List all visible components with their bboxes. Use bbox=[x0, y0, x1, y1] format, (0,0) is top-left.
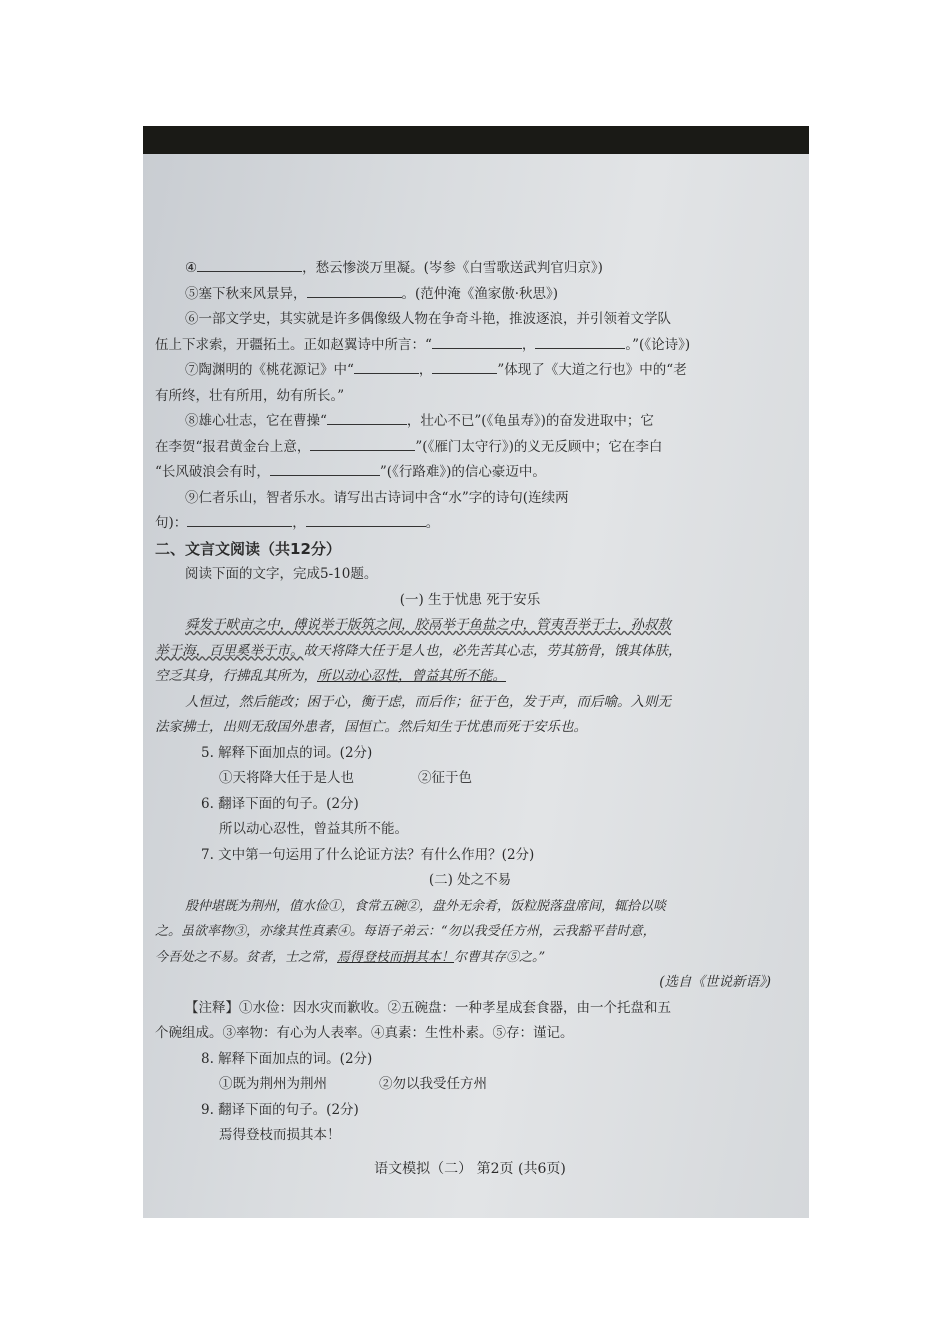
answer-blank[interactable] bbox=[306, 512, 426, 527]
section-2-instruction: 阅读下面的文字，完成5-10题。 bbox=[185, 566, 378, 582]
question-4-item-4 bbox=[155, 256, 785, 282]
page-footer: 语文模拟（二） 第2页 (共6页) bbox=[374, 1160, 566, 1177]
question-4-item-9-cont bbox=[155, 511, 785, 537]
question-9-sentence: 焉得登枝而损其本！ bbox=[219, 1127, 341, 1143]
underlined-text: 舜发于畎亩之中，傅说举于版筑之间，胶鬲举于鱼盐之中，管夷吾举于士，孙叔敖 bbox=[185, 617, 671, 633]
text: ”(《行路难》)的信心豪迈中。 bbox=[379, 464, 546, 480]
text: ”(《雁门太守行》)的义无反顾中；它在李白 bbox=[415, 438, 663, 455]
page-content bbox=[155, 256, 785, 1182]
answer-blank[interactable] bbox=[354, 359, 419, 374]
passage-1-line bbox=[155, 639, 785, 665]
text: ”体现了《大道之行也》中的“老 bbox=[497, 362, 687, 378]
text: 在李贺“报君黄金台上意， bbox=[155, 438, 311, 455]
underlined-text: 焉得登枝而捐其本！ bbox=[337, 949, 455, 965]
text: ⑧雄心壮志，它在曹操“ bbox=[185, 413, 327, 429]
passage-1-line bbox=[155, 664, 785, 690]
underlined-text: 所以动心忍性，曾益其所不能。 bbox=[317, 668, 506, 684]
question-4-item-8-cont2 bbox=[155, 460, 785, 486]
text: ②征于色 bbox=[418, 770, 472, 786]
answer-blank[interactable] bbox=[432, 359, 497, 374]
text: 。 bbox=[425, 515, 440, 531]
answer-blank[interactable] bbox=[197, 257, 302, 272]
text: ①天将降大任于是人也 bbox=[219, 770, 354, 786]
text: ⑤塞下秋来风景异， bbox=[185, 285, 307, 302]
answer-blank[interactable] bbox=[310, 436, 415, 451]
question-4-item-8 bbox=[155, 409, 785, 435]
text: 空乏其身，行拂乱其所为， bbox=[155, 668, 317, 684]
exam-page bbox=[143, 154, 809, 1218]
text: “长风破浪会有时， bbox=[155, 464, 270, 480]
answer-blank[interactable] bbox=[327, 410, 407, 425]
text: ，愁云惨淡万里凝。(岑参《白雪歌送武判官归京》) bbox=[302, 260, 603, 276]
photo-frame bbox=[143, 126, 809, 1218]
annotation-cont: 个碗组成。③率物：有心为人表率。④真素：生性朴素。⑤存：谨记。 bbox=[155, 1025, 574, 1041]
underlined-text: 举于海，百里奚举于市。 bbox=[155, 642, 304, 659]
passage-1-line: 人恒过，然后能改；困于心，衡于虑，而后作；征于色，发于声，而后喻。入则无 bbox=[185, 693, 671, 710]
passage-1-line: 法家拂士，出则无敌国外患者，国恒亡。然后知生于忧患而死于安乐也。 bbox=[155, 719, 587, 735]
text: ，壮心不已”(《龟虽寿》)的奋发进取中；它 bbox=[406, 413, 654, 429]
question-6: 6. 翻译下面的句子。(2分) bbox=[201, 795, 359, 812]
text: ， bbox=[418, 362, 433, 378]
question-4-item-8-cont bbox=[155, 435, 785, 461]
text: 故天将降大任于是人也，必先苦其心志，劳其筋骨，饿其体肤， bbox=[303, 642, 682, 659]
text: 。(范仲淹《渔家傲·秋思》) bbox=[401, 285, 559, 302]
text: ， bbox=[292, 515, 306, 531]
passage-1-line bbox=[155, 613, 785, 639]
text: 尔曹其存⑤之。” bbox=[454, 949, 546, 965]
question-5-items bbox=[155, 766, 785, 792]
text: 今吾处之不易。贫者，士之常， bbox=[155, 949, 338, 965]
answer-blank[interactable] bbox=[270, 461, 380, 476]
text: ②勿以我受任方州 bbox=[379, 1076, 487, 1092]
question-4-item-9: ⑨仁者乐山，智者乐水。请写出古诗词中含“水”字的诗句(连续两 bbox=[185, 489, 569, 506]
passage-2-line bbox=[155, 945, 785, 971]
text: 伍上下求索，开疆拓土。正如赵翼诗中所言：“ bbox=[155, 336, 432, 353]
question-4-item-5 bbox=[155, 282, 785, 308]
text: ④ bbox=[185, 260, 198, 276]
text: 句)： bbox=[155, 515, 188, 531]
passage-2-line: 殷仲堪既为荆州，值水俭①，食常五碗②，盘外无余肴，饭粒脱落盘席间，辄拾以啖 bbox=[185, 898, 667, 914]
question-4-item-6: ⑥一部文学史，其实就是许多偶像级人物在争奇斗艳，推波逐浪，并引领着文学队 bbox=[185, 311, 671, 327]
text: 。”(《论诗》) bbox=[625, 336, 691, 353]
passage-2-line: 之。虽欲率物③，亦缘其性真素④。每语子弟云：“勿以我受任方州，云我豁平昔时意， bbox=[155, 924, 656, 939]
text: ， bbox=[521, 336, 536, 353]
question-4-item-7 bbox=[155, 358, 785, 384]
question-9: 9. 翻译下面的句子。(2分) bbox=[201, 1101, 359, 1118]
passage-2-title: (二) 处之不易 bbox=[428, 872, 512, 888]
answer-blank[interactable] bbox=[535, 334, 625, 349]
answer-blank[interactable] bbox=[307, 283, 402, 298]
question-4-item-7-cont: 有所终，壮有所用，幼有所长。” bbox=[155, 387, 345, 404]
question-8: 8. 解释下面加点的词。(2分) bbox=[201, 1050, 373, 1067]
question-5: 5. 解释下面加点的词。(2分) bbox=[201, 744, 373, 761]
question-8-items bbox=[155, 1072, 785, 1098]
question-4-item-6-cont bbox=[155, 333, 785, 359]
answer-blank[interactable] bbox=[187, 512, 292, 527]
passage-2-source: (选自《世说新语》) bbox=[659, 974, 771, 990]
text: ⑦陶渊明的《桃花源记》中“ bbox=[185, 362, 354, 378]
annotation: 【注释】①水俭：因水灾而歉收。②五碗盘：一种孝星成套食器，由一个托盘和五 bbox=[185, 999, 671, 1016]
question-7: 7. 文中第一句运用了什么论证方法？有什么作用？(2分) bbox=[201, 846, 535, 863]
text: ①既为荆州为荆州 bbox=[219, 1076, 327, 1092]
question-6-sentence: 所以动心忍性，曾益其所不能。 bbox=[219, 821, 408, 837]
section-2-title: 二、文言文阅读（共12分） bbox=[155, 539, 341, 558]
passage-1-title: (一) 生于忧患 死于安乐 bbox=[399, 591, 541, 608]
answer-blank[interactable] bbox=[432, 334, 522, 349]
